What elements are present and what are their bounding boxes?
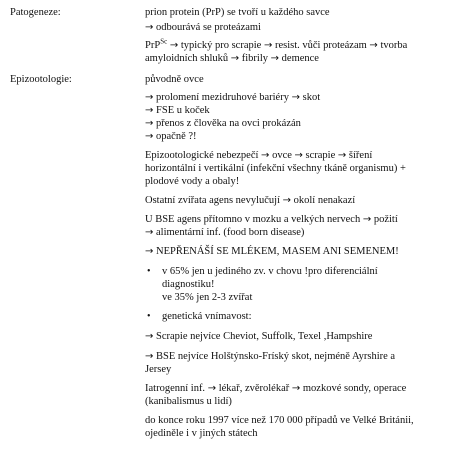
sc-superscript: Sc [160,37,168,46]
other-animals-line [145,195,355,208]
arrow-icon: → [263,40,273,51]
prpsc-line [145,37,408,53]
iatrogenic-line-2: (kanibalismus u lidí) [145,396,232,407]
human-sheep-text: přenos z člověka na ovci prokázán [156,118,301,129]
arrow-icon: → [207,383,217,394]
doctor-text: lékař, zvěrolékař [218,383,290,394]
fibrils-text: fibrily [241,53,269,64]
bse-agent-line-2 [145,227,304,240]
scrapie-breeds-text: Scrapie nejvíce Cheviot, Suffolk, Texel ,Hampshire [156,331,373,342]
arrow-icon: → [291,92,300,103]
ingestion-text: požití [373,214,398,225]
arrow-icon: → [369,40,378,51]
arrow-icon: → [291,383,301,394]
bse-agent-line-1 [145,214,398,227]
fse-line [145,105,210,118]
arrow-icon: → [261,150,270,161]
patogeneze-label: Patogeneze: [10,7,61,18]
reverse-text: opačně ?! [156,131,197,142]
bullet-icon: • [147,311,151,322]
resist-text: resist. vůči proteázam [274,40,367,51]
iatrogenic-line-1 [145,383,406,396]
fse-text: FSE u koček [156,105,210,116]
risk-line-2: horizontální i vertikální (infekční všechny tkáně organismu) + [145,163,406,174]
arrow-icon: → [145,351,154,362]
alimentary-text: alimentární inf. (food born disease) [156,227,305,238]
arrow-icon: → [169,40,179,51]
arrow-icon: → [270,53,280,64]
cattle-text: skot [302,92,321,103]
other-animals-text: Ostatní zvířata agens nevylučují [145,195,280,206]
dementia-text: demence [281,53,319,64]
iatrogenic-text: Iatrogenní inf. [145,383,206,394]
prion-protein-line [145,7,330,20]
arrow-icon: → [362,214,372,225]
brain-probes-text: mozkové sondy, operace [302,383,407,394]
risk-text: Epizootologické nebezpečí [145,150,259,161]
bse-agent-text: U BSE agens přítomno v mozku a velkých nervech [145,214,361,225]
bullet-icon: • [147,266,151,277]
bse-breeds-line-2: Jersey [145,364,172,375]
sheep-text: ovce [272,150,292,161]
not-transmitted-text: NEPŘENÁŠÍ SE MLÉKEM, MASEM ANI SEMENEM! [156,246,399,257]
arrow-icon: → [145,105,154,116]
formation-text: tvorba [380,40,408,51]
amyloid-text: amyloidních shluků [145,53,229,64]
uk-cases-line-1: do konce roku 1997 více než 170 000 případů ve Velké Británii, [145,415,414,426]
scrapie-text: scrapie [305,150,336,161]
arrow-icon: → [282,195,292,206]
bse-breeds-text: BSE nejvíce Holštýnsko-Fríský skot, nejméně Ayrshire a [156,351,396,362]
protease-line [145,22,261,35]
bullet-1-line-1: v 65% jen u jediného zv. v chovu !pro diferenciální [162,266,378,277]
amyloid-line [145,53,319,66]
uk-cases-line-2: ojediněle i v jiných státech [145,428,258,439]
arrow-icon: → [294,150,303,161]
epizootologie-label: Epizootologie: [10,74,72,85]
bse-breeds-line-1 [145,351,395,364]
reverse-line [145,131,197,144]
surroundings-text: okolí nenakazí [293,195,356,206]
original-host-line: původně ovce [145,74,204,85]
arrow-icon: → [145,227,154,238]
species-barrier-line [145,92,320,105]
arrow-icon: → [145,92,154,103]
prion-text: prion protein (PrP) se tvoří u každého savce [145,7,330,18]
arrow-icon: → [145,131,154,142]
bullet-1-line-3: ve 35% jen 2-3 zvířat [162,292,253,303]
not-transmitted-line [145,246,399,259]
arrow-icon: → [145,118,154,129]
genetic-susceptibility: genetická vnímavost: [162,311,252,322]
protease-text: odbourává se proteázami [156,22,261,33]
bullet-1-line-2: diagnostiku! [162,279,215,290]
scrapie-breeds-line [145,331,372,344]
human-to-sheep-line [145,118,301,131]
arrow-icon: → [145,331,154,342]
typical-text: typický pro scrapie [180,40,262,51]
arrow-icon: → [145,22,154,33]
arrow-icon: → [145,246,154,257]
risk-line-3: plodové vody a obaly! [145,176,240,187]
arrow-icon: → [230,53,240,64]
spread-text: šíření [348,150,373,161]
arrow-icon: → [337,150,347,161]
risk-line-1 [145,150,372,163]
prp-text: PrP [145,40,161,51]
barrier-text: prolomení mezidruhové bariéry [156,92,289,103]
